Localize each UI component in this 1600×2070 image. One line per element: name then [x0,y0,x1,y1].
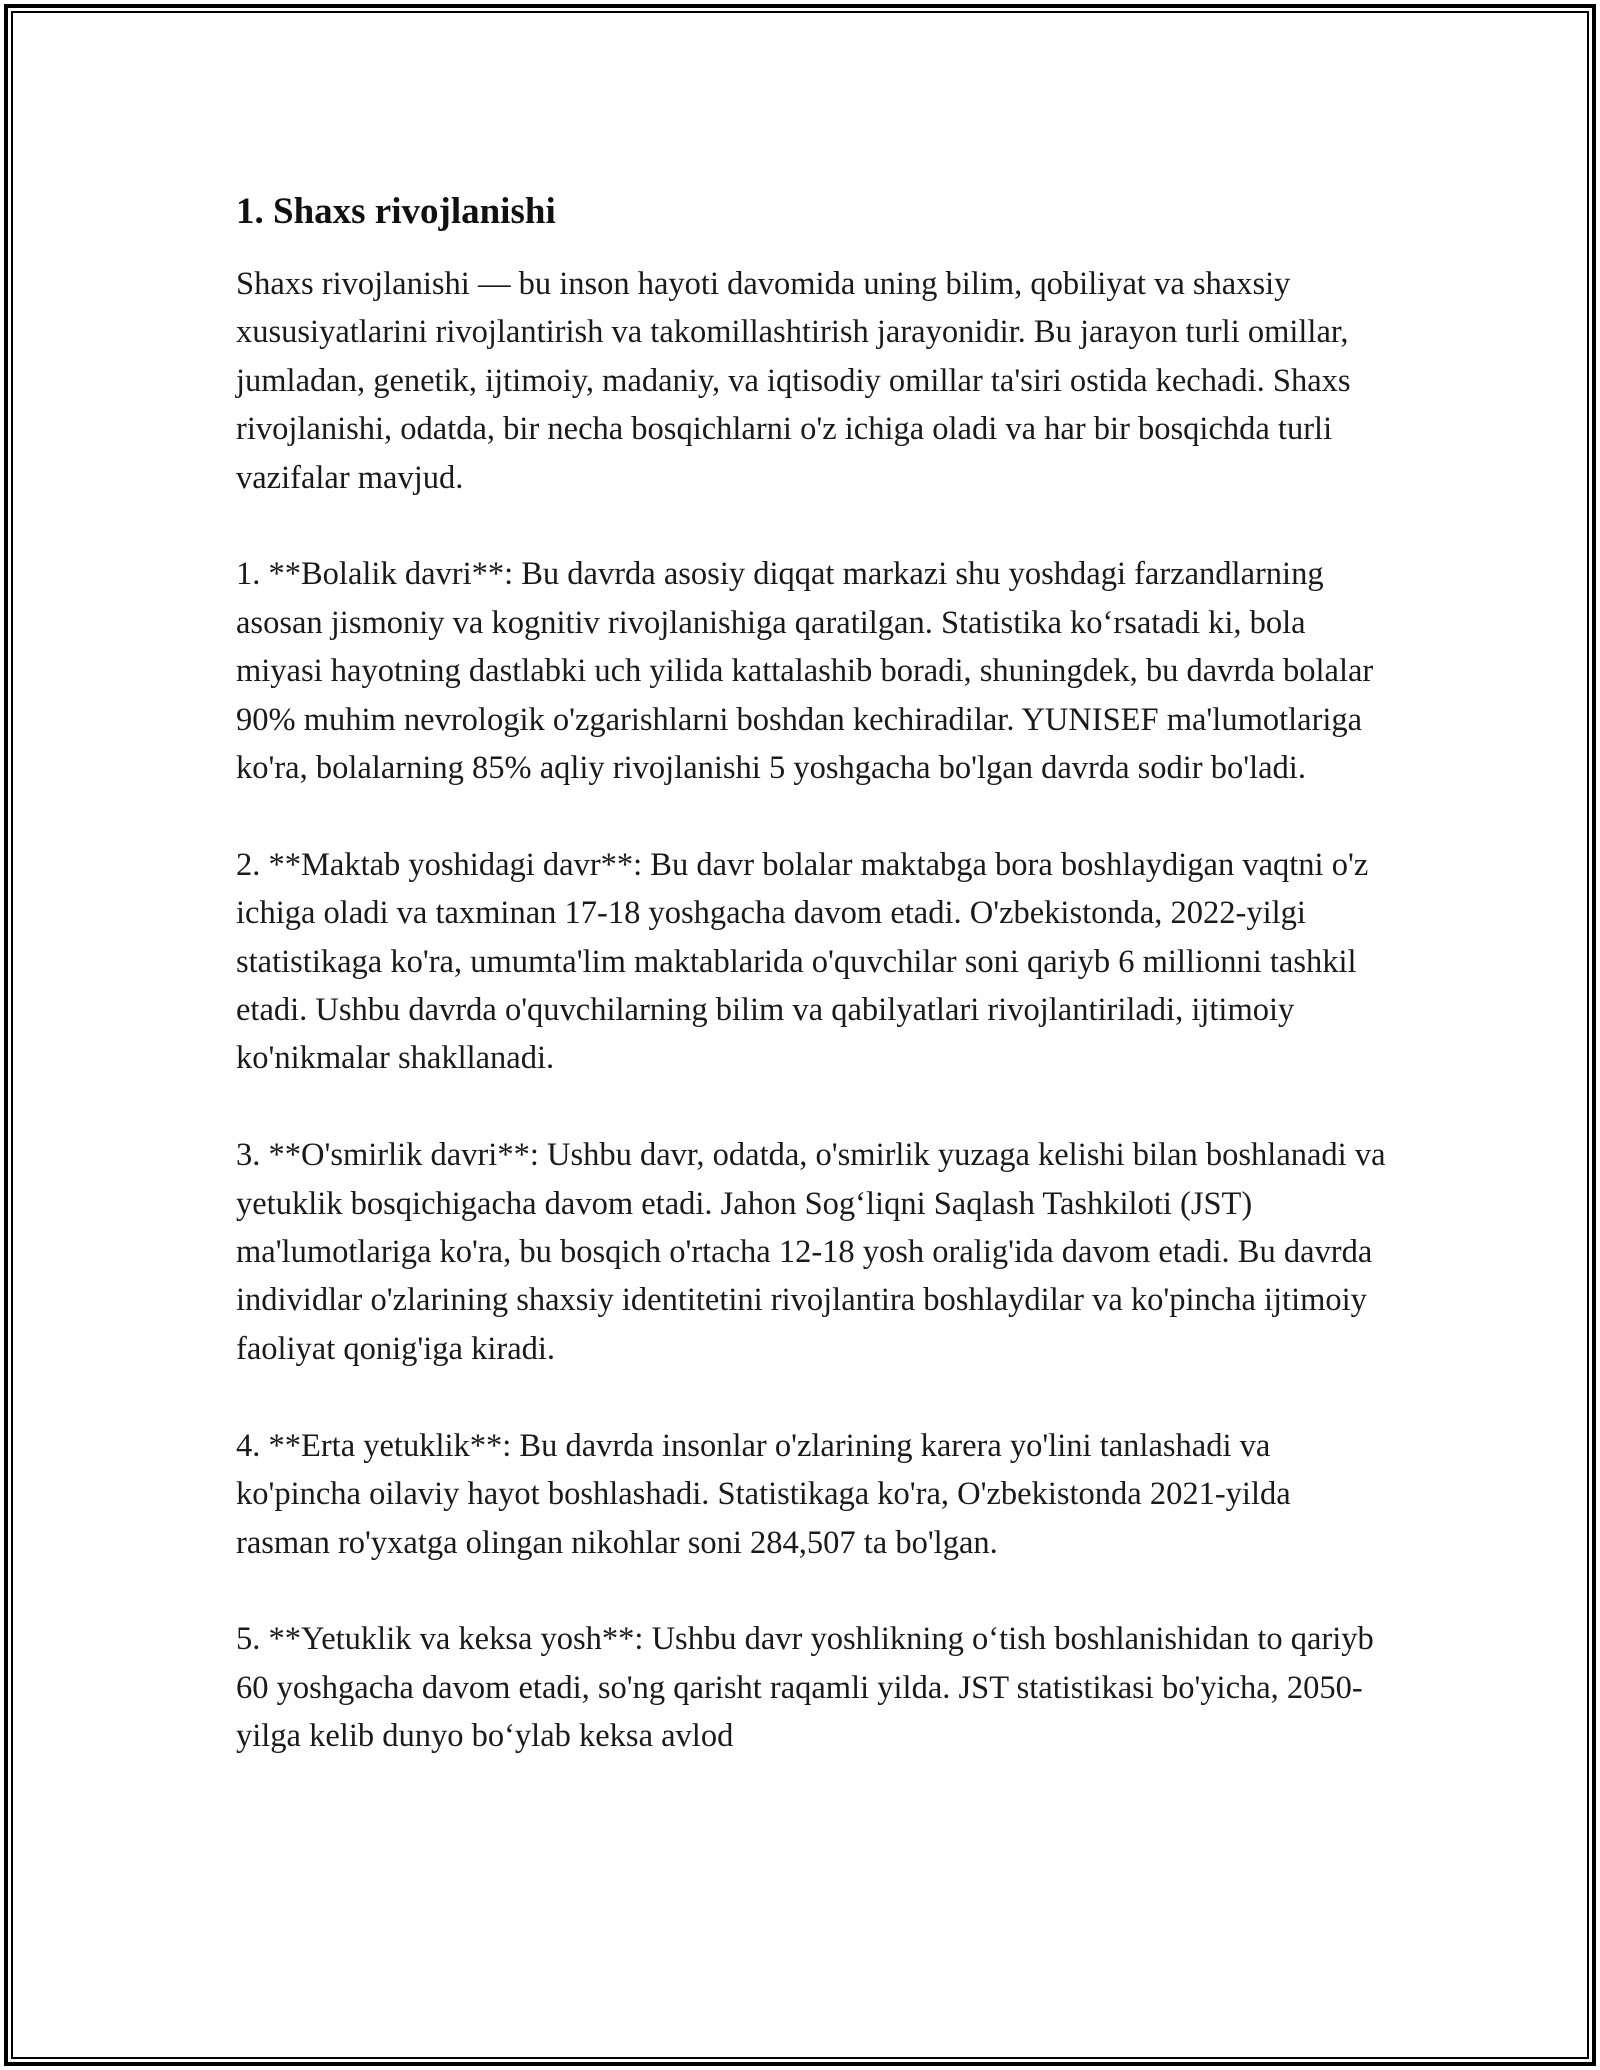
paragraph-early-adulthood: 4. **Erta yetuklik**: Bu davrda insonlar o'zlarining karera yo'lini tanlashadi va ko'pincha oilaviy hayot boshlashadi. Statistikaga ko'ra, O'zbekistonda 2021-yilda rasman ro'yxatga olingan nikohlar soni 284,507 ta bo'lgan. [236,1427,1291,1561]
paragraph-intro: Shaxs rivojlanishi — bu inson hayoti davomida uning bilim, qobiliyat va shaxsiy xususiyatlarini rivojlantirish va takomillashtirish jarayonidir. Bu jarayon turli omillar, jumladan, genetik, ijtimoiy, madaniy, va iqtisodiy omillar ta'siri ostida kechadi. Shaxs rivojlanishi, odatda, bir necha bosqichlarni o'z ichiga oladi va har bir bosqichda turli vazifalar mavjud. [236,266,1351,496]
section-title: 1. Shaxs rivojlanishi [236,191,556,232]
paragraph-adulthood-old-age: 5. **Yetuklik va keksa yosh**: Ushbu davr yoshlikning o‘tish boshlanishidan to qariyb 60 yoshgacha davom etadi, so'ng qarisht raqamli yilda. JST statistikasi bo'yicha, 2050-yilga kelib dunyo bo‘ylab keksa avlod [236,1621,1374,1755]
paragraph-childhood: 1. **Bolalik davri**: Bu davrda asosiy diqqat markazi shu yoshdagi farzandlarning asosan jismoniy va kognitiv rivojlanishiga qaratilgan. Statistika ko‘rsatadi ki, bola miyasi hayotning dastlabki uch yilida kattalashib boradi, shuningdek, bu davrda bolalar 90% muhim nevrologik o'zgarishlarni boshdan kechiradilar. YUNISEF ma'lumotlariga ko'ra, bolalarning 85% aqliy rivojlanishi 5 yoshgacha bo'lgan davrda sodir bo'ladi. [236,556,1374,787]
document-body [236,188,1386,1761]
paragraph-adolescence: 3. **O'smirlik davri**: Ushbu davr, odatda, o'smirlik yuzaga kelishi bilan boshlanadi va yetuklik bosqichigacha davom etadi. Jahon Sog‘liqni Saqlash Tashkiloti (JST) ma'lumotlariga ko'ra, bu bosqich o'rtacha 12-18 yosh oralig'ida davom etadi. Bu davrda individlar o'zlarining shaxsiy identitetini rivojlantira boshlaydilar va ko'pincha ijtimoiy faoliyat qonig'iga kiradi. [236,1137,1386,1367]
paragraph-school-age: 2. **Maktab yoshidagi davr**: Bu davr bolalar maktabga bora boshlaydigan vaqtni o'z ichiga oladi va taxminan 17-18 yoshgacha davom etadi. O'zbekistonda, 2022-yilgi statistikaga ko'ra, umumta'lim maktablarida o'quvchilar soni qariyb 6 millionni tashkil etadi. Ushbu davrda o'quvchilarning bilim va qabilyatlari rivojlantiriladi, ijtimoiy ko'nikmalar shakllanadi. [236,846,1369,1077]
